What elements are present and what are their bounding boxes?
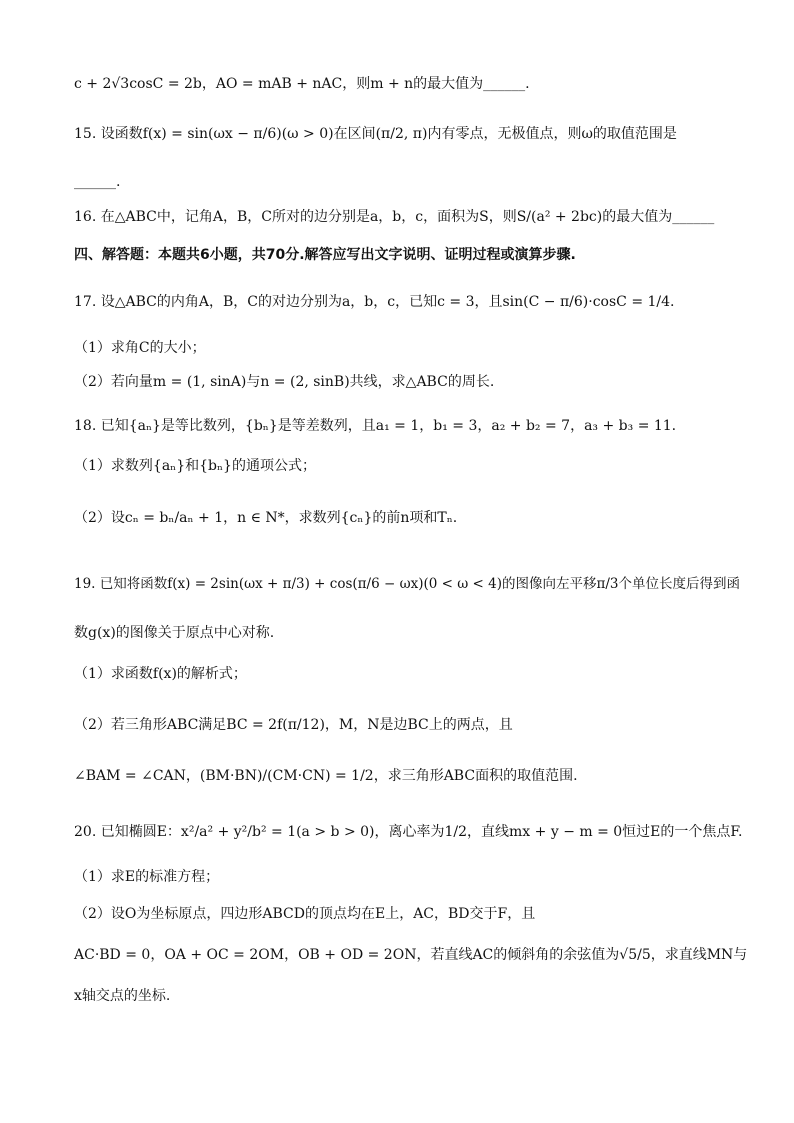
q20-line: 20. 已知椭圆E：x²/a² + y²/b² = 1(a > b > 0)，离心率为1/2，直线mx + y − m = 0恒过E的一个焦点F. <box>74 824 743 840</box>
q17-part2: （2）若向量m = (1, sinA)与n = (2, sinB)共线，求△ABC的周长. <box>74 374 495 390</box>
q17-part1: （1）求角C的大小； <box>74 340 206 356</box>
q18-line: 18. 已知{aₙ}是等比数列，{bₙ}是等差数列，且a₁ = 1，b₁ = 3，a₂ + b₂ = 7，a₃ + b₃ = 11. <box>74 418 677 434</box>
q19-part2-cont: ∠BAM = ∠CAN，(BM·BN)/(CM·CN) = 1/2，求三角形ABC面积的取值范围. <box>74 768 578 784</box>
q18-part2: （2）设cₙ = bₙ/aₙ + 1，n ∈ N*，求数列{cₙ}的前n项和Tₙ. <box>74 510 458 526</box>
q15-answer-blank: ______. <box>74 174 121 190</box>
q19-part1: （1）求函数f(x)的解析式； <box>74 666 247 682</box>
q20-part2-cont: AC·BD = 0，OA + OC = 2OM，OB + OD = 2ON，若直线AC的倾斜角的余弦值为√5/5，求直线MN与 <box>74 947 748 963</box>
q20-part2: （2）设O为坐标原点，四边形ABCD的顶点均在E上，AC，BD交于F，且 <box>74 906 536 922</box>
q19-line: 19. 已知将函数f(x) = 2sin(ωx + π/3) + cos(π/6 − ωx)(0 < ω < 4)的图像向左平移π/3个单位长度后得到函 <box>74 576 740 592</box>
q14-tail-line: c + 2√3cosC = 2b，AO = mAB + nAC，则m + n的最大值为______. <box>74 76 530 92</box>
q17-line: 17. 设△ABC的内角A，B，C的对边分别为a，b，c，已知c = 3，且sin(C − π/6)·cosC = 1/4. <box>74 294 675 310</box>
q20-part1: （1）求E的标准方程； <box>74 869 220 885</box>
q16-line: 16. 在△ABC中，记角A，B，C所对的边分别是a，b，c，面积为S，则S/(a² + 2bc)的最大值为______ <box>74 209 715 225</box>
q15-line: 15. 设函数f(x) = sin(ωx − π/6)(ω > 0)在区间(π/2, π)内有零点，无极值点，则ω的取值范围是 <box>74 126 677 142</box>
q19-part2: （2）若三角形ABC满足BC = 2f(π/12)，M，N是边BC上的两点，且 <box>74 717 513 733</box>
q19-line-cont: 数g(x)的图像关于原点中心对称. <box>74 625 275 641</box>
section-heading: 四、解答题：本题共6小题，共70分.解答应写出文字说明、证明过程或演算步骤. <box>74 247 576 263</box>
q18-part1: （1）求数列{aₙ}和{bₙ}的通项公式； <box>74 458 316 474</box>
q20-part2-end: x轴交点的坐标. <box>74 988 171 1004</box>
